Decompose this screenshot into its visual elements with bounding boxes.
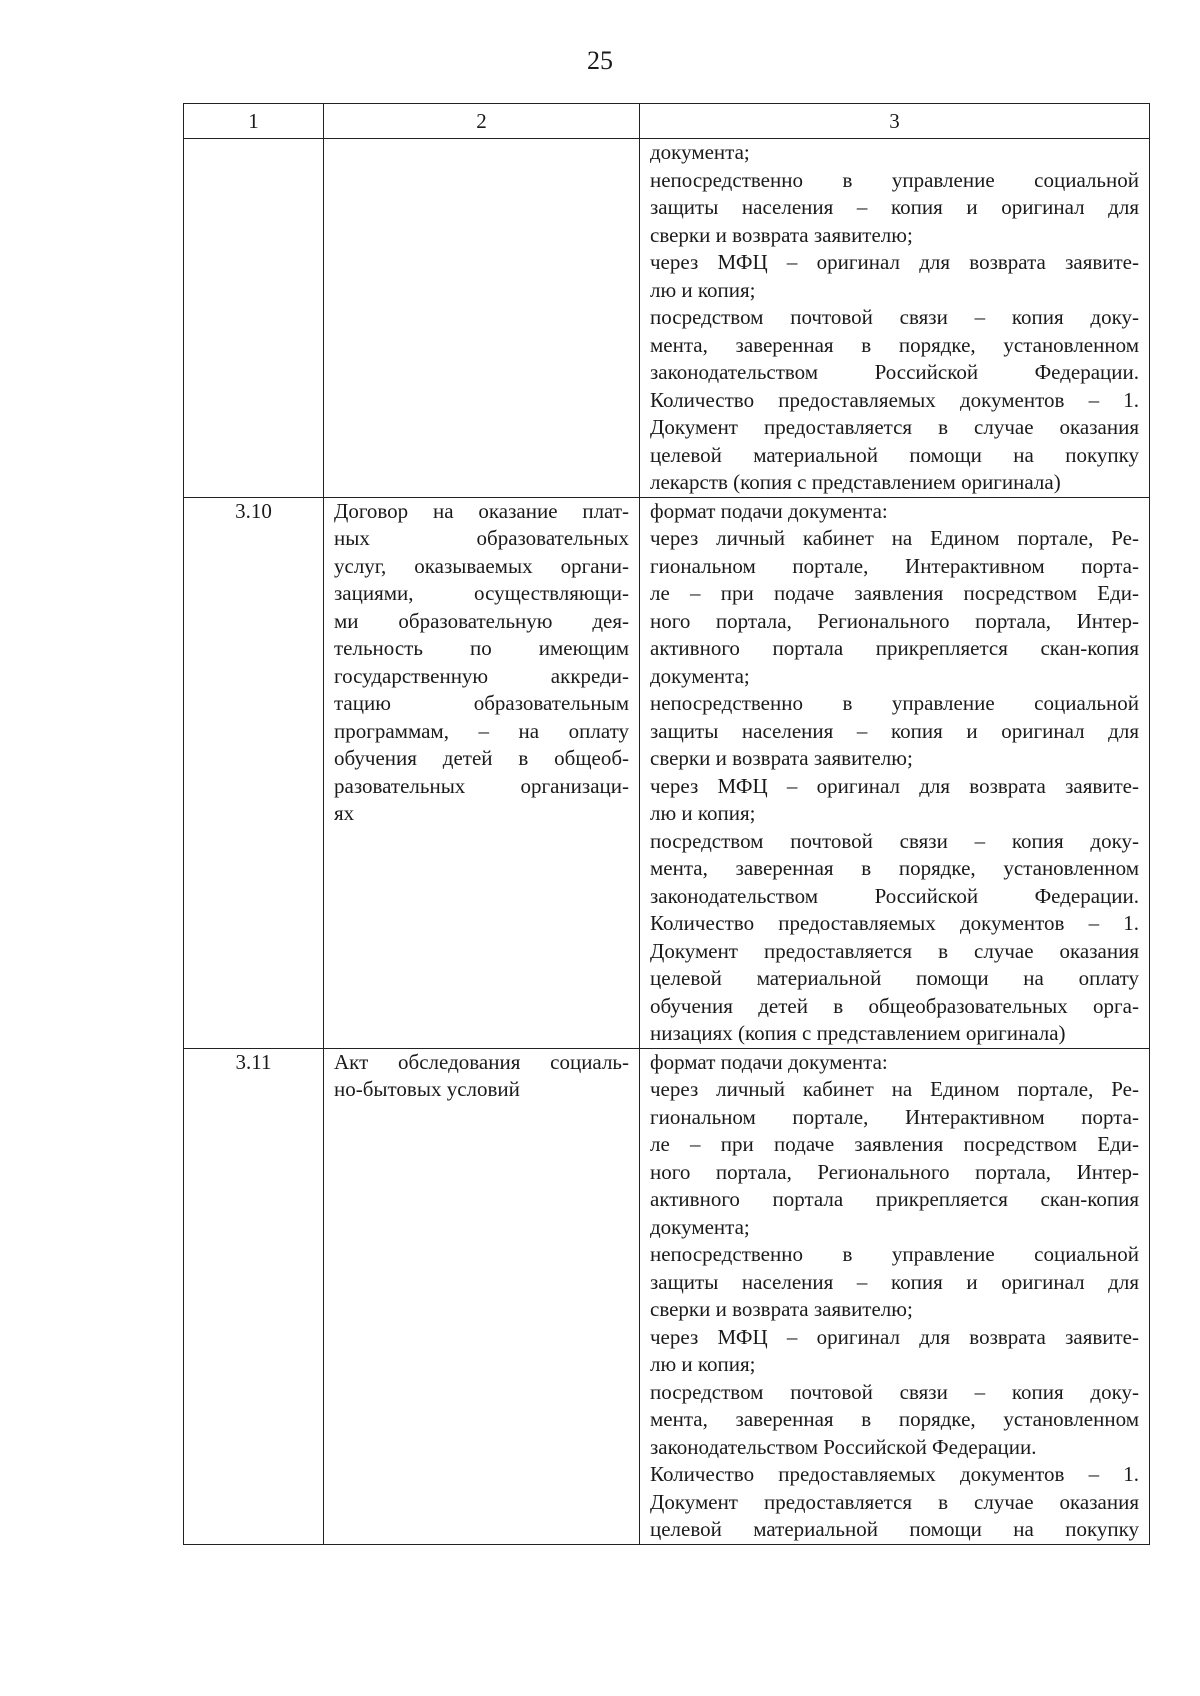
text-line: лю и копия; [650,1352,756,1376]
text-line: государственную аккреди- [334,663,629,688]
text-line: лекарств (копия с представлением оригинала) [650,470,1061,494]
text-line: Документ предоставляется в случае оказания [650,938,1139,963]
text-line: через МФЦ – оригинал для возврата заявите- [650,250,1139,274]
text-line: целевой материальной помощи на оплату [650,966,1139,990]
column-header-3: 3 [640,104,1150,139]
text-line: Документ предоставляется в случае оказания [650,415,1139,439]
text-line: услуг, оказываемых органи- [334,553,629,578]
text-line: через личный кабинет на Едином портале, Ре- [650,1077,1139,1101]
text-line: посредством почтовой связи – копия доку- [650,305,1139,329]
text-line: сверки и возврата заявителю; [650,1297,913,1321]
text-line: лю и копия; [650,277,756,302]
text-line: ле – при подаче заявления посредством Еди- [650,1132,1139,1156]
text-line: непосредственно в управление социальной [650,691,1139,715]
text-line: непосредственно в управление социальной [650,1242,1139,1266]
text-line: мента, заверенная в порядке, установленном [650,332,1139,357]
text-line: законодательством Российской Федерации. [650,360,1139,384]
text-line: тельность по имеющим [334,636,629,660]
column-header-1: 1 [184,104,324,139]
text-line: защиты населения – копия и оригинал для [650,718,1139,743]
column-header-2: 2 [324,104,640,139]
document-table [183,103,1150,1545]
text-line: программам, – на оплату [334,718,629,743]
text-line: через МФЦ – оригинал для возврата заявите- [650,1324,1139,1349]
document-name-cell [324,497,640,1048]
text-line: непосредственно в управление социальной [650,167,1139,192]
text-line: сверки и возврата заявителю; [650,746,913,770]
document-name-cell [324,139,640,498]
table-header-row [184,104,1150,139]
text-line: документа; [650,1214,750,1239]
text-line: но-бытовых условий [334,1077,520,1101]
text-line: тацию образовательным [334,691,629,715]
text-line: зациями, осуществляющи- [334,581,629,605]
text-line: защиты населения – копия и оригинал для [650,1269,1139,1294]
document-name-cell [324,1048,640,1544]
text-line: Договор на оказание плат- [334,498,629,523]
submission-format-cell [640,497,1150,1048]
text-line: сверки и возврата заявителю; [650,222,913,247]
submission-format-cell [640,1048,1150,1544]
text-line: обучения детей в общеобразовательных орга- [650,993,1139,1018]
row-number-cell: 3.11 [184,1048,324,1544]
table-row [184,1048,1150,1544]
text-line: формат подачи документа: [650,1049,888,1074]
text-line: гиональном портале, Интерактивном порта- [650,553,1139,578]
text-line: законодательством Российской Федерации. [650,1434,1037,1459]
text-line: целевой материальной помощи на покупку [650,1517,1139,1541]
text-line: мента, заверенная в порядке, установленном [650,1407,1139,1431]
table-row [184,139,1150,498]
text-line: документа; [650,140,750,164]
text-line: обучения детей в общеоб- [334,746,629,770]
text-line: лю и копия; [650,801,756,825]
submission-format-cell [640,139,1150,498]
text-line: гиональном портале, Интерактивном порта- [650,1104,1139,1129]
table-body [184,139,1150,1545]
page-number: 25 [587,46,613,75]
text-line: разовательных организаци- [334,773,629,798]
text-line: целевой материальной помощи на покупку [650,442,1139,467]
text-line: ного портала, Регионального портала, Интер- [650,1159,1139,1184]
text-line: ях [334,801,355,825]
text-line: Акт обследования социаль- [334,1049,629,1074]
text-line: активного портала прикрепляется скан-копия [650,636,1139,660]
text-line: посредством почтовой связи – копия доку- [650,828,1139,853]
text-line: через личный кабинет на Едином портале, Ре- [650,526,1139,550]
text-line: активного портала прикрепляется скан-копия [650,1187,1139,1211]
text-line: Количество предоставляемых документов – 1. [650,387,1139,412]
row-number-cell [184,139,324,498]
text-line: формат подачи документа: [650,498,888,523]
text-line: мента, заверенная в порядке, установленном [650,856,1139,880]
text-line: ле – при подаче заявления посредством Еди- [650,581,1139,605]
text-line: ми образовательную дея- [334,608,629,633]
text-line: защиты населения – копия и оригинал для [650,195,1139,219]
table-row [184,497,1150,1048]
text-line: посредством почтовой связи – копия доку- [650,1379,1139,1404]
text-line: Количество предоставляемых документов – 1. [650,1462,1139,1486]
text-line: Документ предоставляется в случае оказания [650,1489,1139,1514]
text-line: ного портала, Регионального портала, Интер- [650,608,1139,633]
row-number-cell: 3.10 [184,497,324,1048]
text-line: документа; [650,663,750,688]
text-line: через МФЦ – оригинал для возврата заявите- [650,773,1139,798]
text-line: Количество предоставляемых документов – 1. [650,911,1139,935]
text-line: ных образовательных [334,526,629,550]
text-line: законодательством Российской Федерации. [650,883,1139,908]
text-line: низациях (копия с представлением оригинала) [650,1021,1066,1045]
